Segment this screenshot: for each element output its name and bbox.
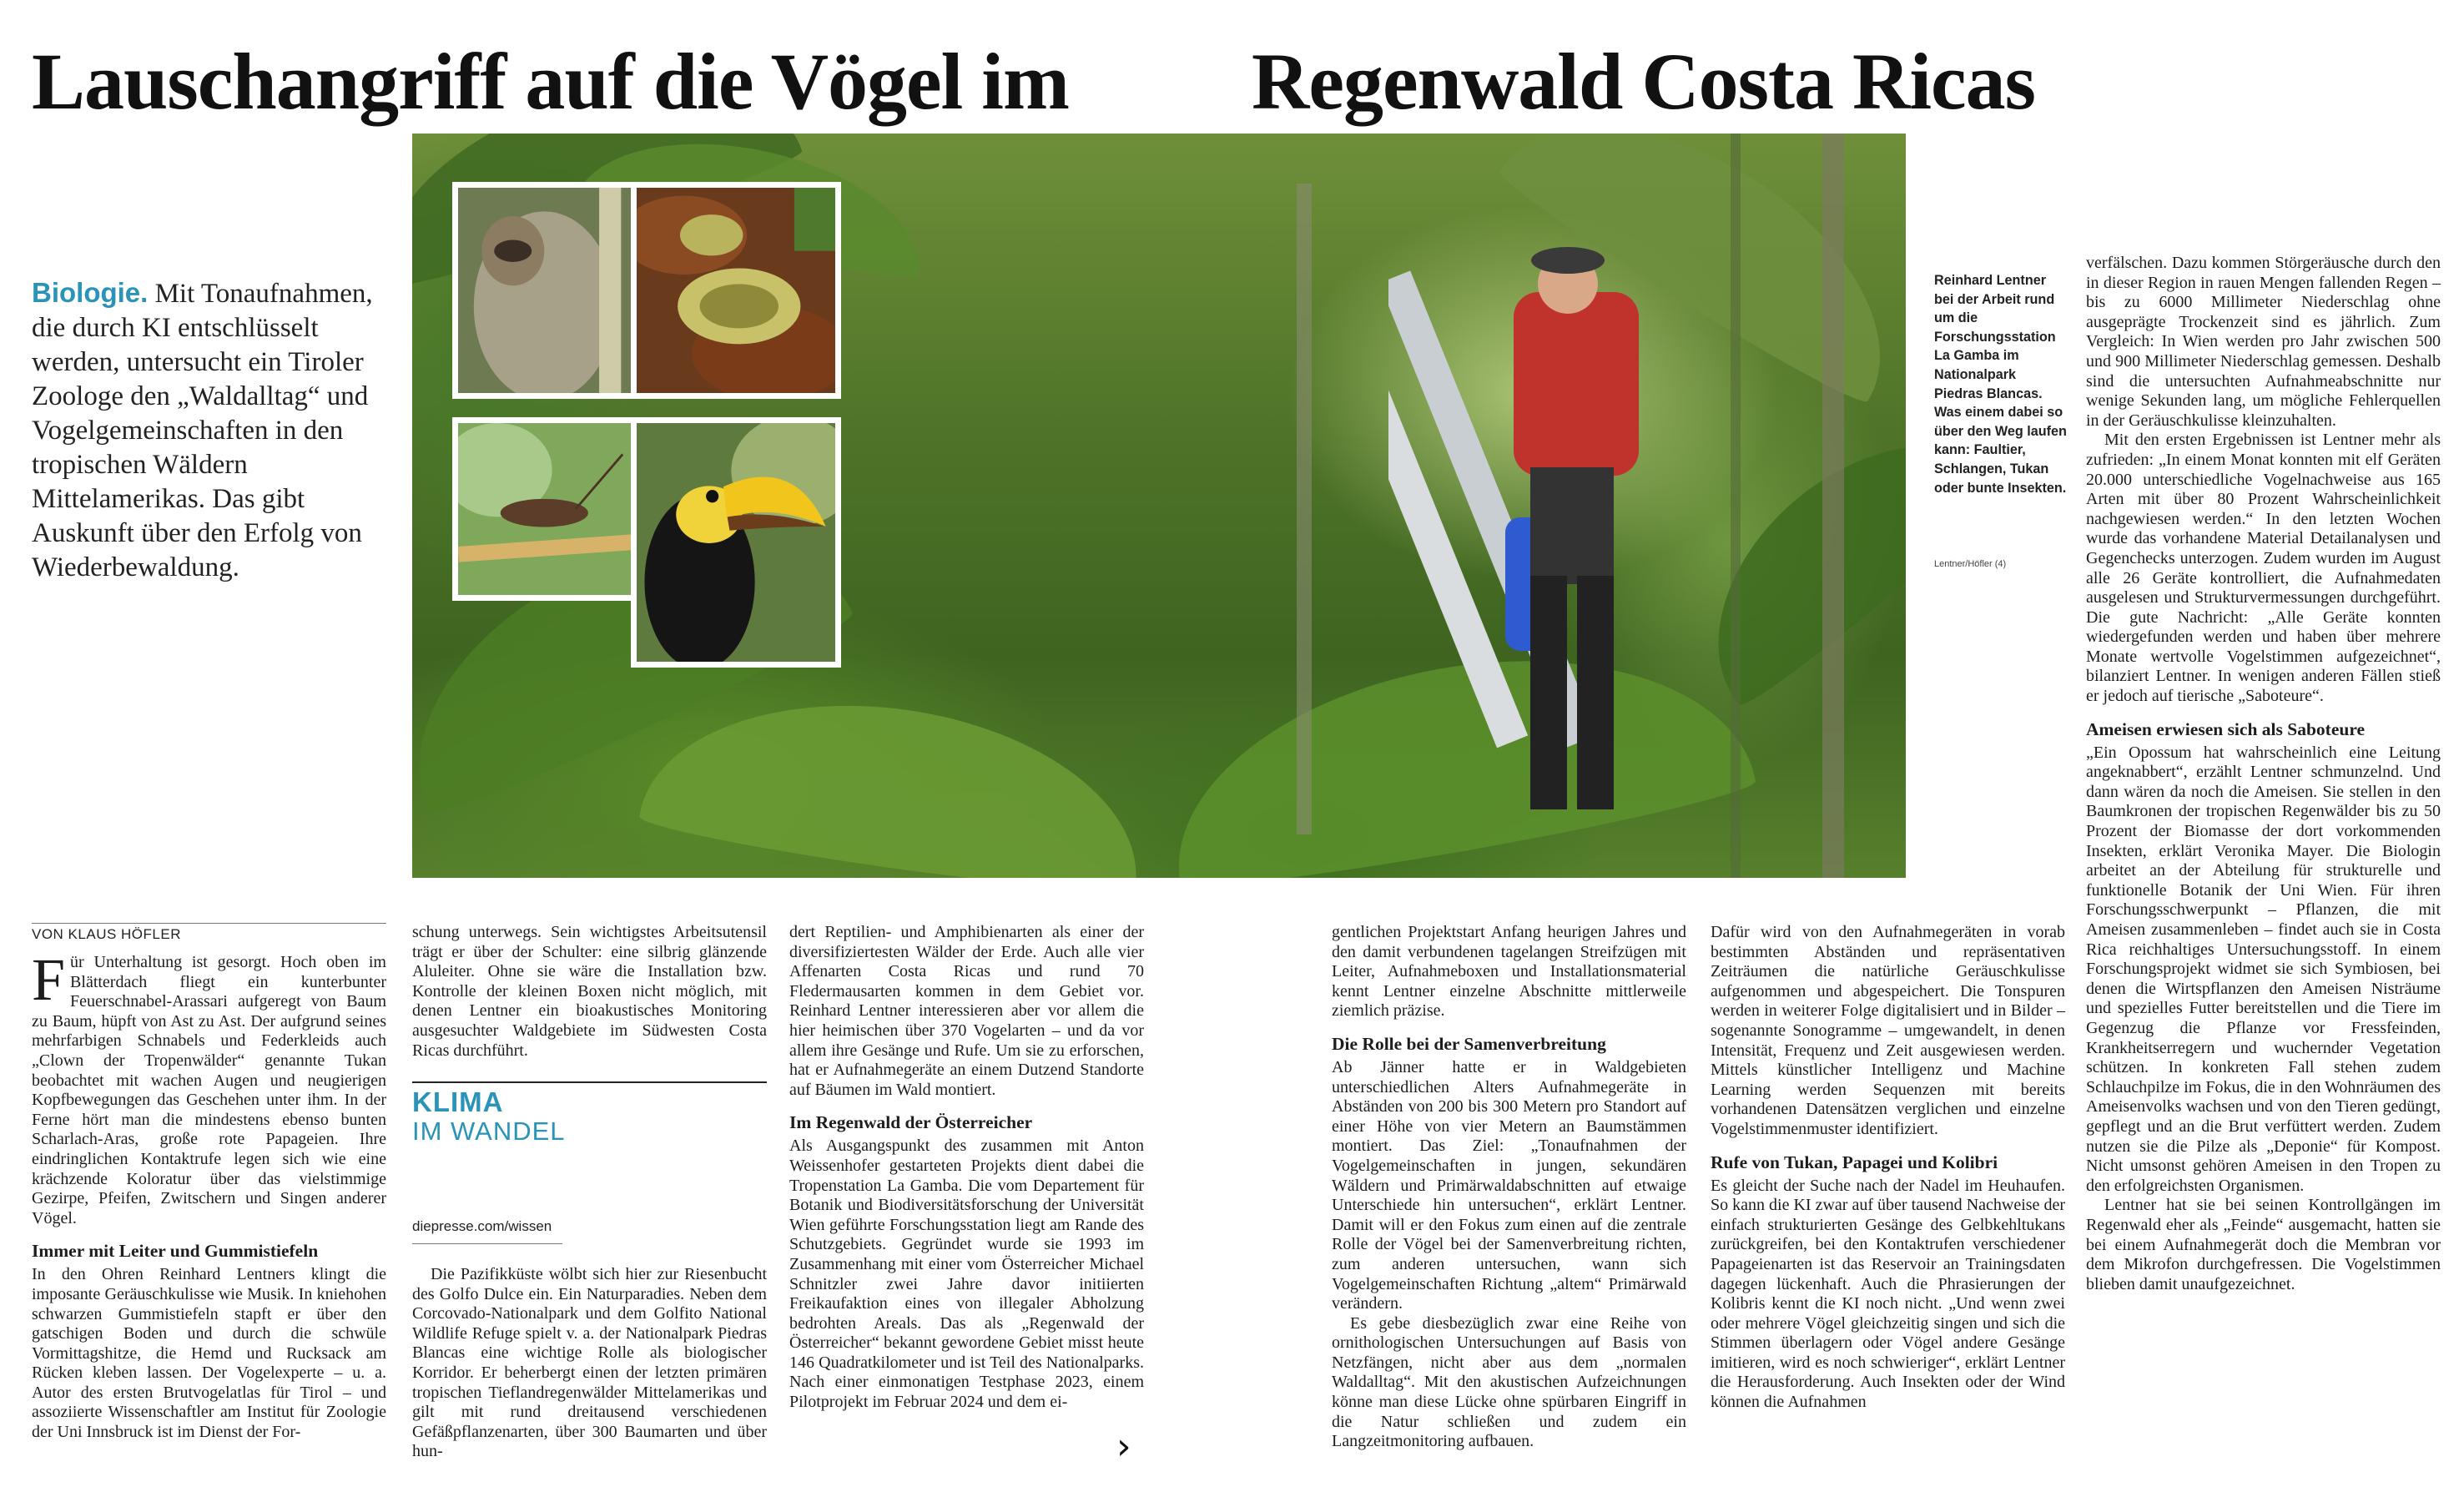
klima-box [412, 1087, 566, 1146]
article-column-1 [32, 946, 386, 1443]
subheading: Die Rolle bei der Samenverbreitung [1332, 1033, 1606, 1054]
paragraph: „Ein Opossum hat wahrscheinlich eine Leitung angeknabbert“, erzählt Lentner schmunzelnd. Und dann wären da noch die Ameisen. Sie stellen in den Baumkronen der tropischen Regenwälder bis zu 50 Prozent der Biomasse der dort vorkommenden Insekten, erklärt Veronika Mayer. Die Biologin arbeitet an der Abteilung für strukturelle und funktionelle Botanik der Uni Wien. Für ihren Forschungsschwerpunkt – Pflanzen, die mit Ameisen zusammenleben – findet auch sie in Costa Rica reichhaltiges Untersuchungsstoff. In einem Forschungsprojekt widmet sie sich Symbiosen, bei denen die Wirtspflanzen den Ameisen Nisträume und spezielles Futter bereitstellen und die Tiere im Gegenzug die Pflanze vor Fressfeinden, Krankheitserregern und wuchernder Vegetation schützen. In konkreten Fall stehen zudem Schlauchpilze im Fokus, die in den Wohnräumen des Ameisenvolks wachsen und von den Tieren gedüngt, gepflegt und an die Brut verfüttert werden. Zudem nutzen sie die Pilze als „Deponie“ für Kompost. Nicht umsonst gehören Ameisen in den Tropen zu den erfolgreichsten Organismen. [2086, 743, 2441, 1195]
paragraph: Dafür wird von den Aufnahmegeräten in vorab bestimmten Abständen und repräsentativen Zeiträumen die natürliche Geräuschkulisse aufgenommen und abgespeichert. Die Tonspuren werden in weiterer Folge digitalisiert und in Bilder – sogenannte Sonogramme – umgewandelt, in denen Intensität, Frequenz und Zeit ausgewiesen werden. Mittels künstlicher Intelligenz und Machine Learning werden Sequenzen mit bereits vorhandenen Datensätzen verglichen und einzelne Vogelstimmenmuster identifiziert. [1711, 923, 2065, 1138]
paragraph [32, 946, 386, 1228]
subheading: Im Regenwald der Österreicher [789, 1112, 1033, 1133]
paragraph: dert Reptilien- und Amphibienarten als einer der diversifiziertesten Wälder der Erde. Auch alle vier Affenarten Costa Ricas und rund 70 Fledermausarten kommen in dem Gebiet vor. Reinhard Lentner interessieren aber vor allem die hier heimischen über 370 Vogelarten – und da vor allem ihre Gesänge und Rufe. Um sie zu erforschen, hat er Aufnahmegeräte an einem Dutzend Standorte auf Bäumen im Wald montiert. [789, 923, 1144, 1099]
article-column-3 [789, 923, 1144, 1413]
sloth-photo [452, 182, 644, 399]
article-column-2b [412, 1265, 767, 1462]
snake-photo [631, 182, 841, 399]
paragraph: Die Pazifikküste wölbt sich hier zur Riesenbucht des Golfo Dulce ein. Ein Naturparadies. Neben dem Corcovado-Nationalpark und dem Golfito National Wildlife Refuge spielt v. a. der Nationalpark Piedras Blancas eine wichtige Rolle als biologischer Korridor. Er beherbergt einen der letzten primären tropischen Tieflandregenwälder Mittelamerikas und gilt mit rund dreitausend verschiedenen Gefäßpflanzenarten, über 300 Baumarten und über hun- [412, 1265, 767, 1461]
paragraph: Ab Jänner hatte er in Waldgebieten unterschiedlichen Alters Aufnahmegeräte in Abständen von 200 bis 300 Metern pro Standort auf einer Höhe von vier Metern an Baumstämmen montiert. Das Ziel: „Tonaufnahmen der Vogelgemeinschaften in jungen, sekundären Wäldern und Primärwaldabschnitten auf etwaige Unterschiede hin untersuchen“, erklärt Lentner. Damit will er den Fokus zum einen auf die zentrale Rolle der Vögel bei der Samenverbreitung richten, zum anderen untersuchen, wann sich Vogelgemeinschaften Richtung „altem“ Primärwald verändern. [1332, 1057, 1686, 1313]
paragraph: verfälschen. Dazu kommen Störgeräusche durch den in dieser Region in rauen Mengen fallenden Regen – bis zu 6000 Millimeter Niederschlag ohne ausgeprägte Trockenzeit sind es jährlich. Zum Vergleich: In Wien werden pro Jahr zwischen 500 und 900 Millimeter Niederschlag gemessen. Deshalb sind die untersuchten Aufnahmeabschnitte nur wenige Sekunden lang, um mögliche Fehlerquellen in der Geräuschkulisse kleinzuhalten. [2086, 254, 2441, 430]
grasshopper-photo [452, 417, 644, 601]
paragraph: Mit den ersten Ergebnissen ist Lentner mehr als zufrieden: „In einem Monat konnten mit elf Geräten 20.000 unterschiedliche Vogelnachweise aus 165 Arten mit über 80 Prozent Wahrscheinlichkeit nachgewiesen werden.“ In den letzten Wochen wurde das vorhandene Material Detailanalysen und Gegenchecks unterzogen. Zudem wurden im August alle 26 Geräte kontrolliert, die Aufnahmedaten ausgelesen und Strukturvermessungen durchgeführt. Die gute Nachricht: „Alle Geräte konnten wiedergefunden werden und haben über mehrere Monate wertvolle Vogelstimmen aufgezeichnet“, bilanziert Lentner. In wenigen anderen Fällen stieß er jedoch auf tierische „Saboteure“. [2086, 431, 2441, 706]
article-column-5 [1711, 923, 2065, 1413]
paragraph: Lentner hat sie bei seinen Kontrollgängen im Regenwald eher als „Feinde“ ausgemacht, hatten sie bei einem Aufnahmegerät doch die Membran vor dem Mikrofon durchgefressen. Die Vogelstimmen blieben damit unaufgezeichnet. [2086, 1196, 2441, 1293]
paragraph: Es gebe diesbezüglich zwar eine Reihe von ornithologischen Untersuchungen auf Basis von Netzfängen, nicht aber aus dem „normalen Waldalltag“. Mit den akustischen Aufzeichnungen könne man diese Lücke ohne spürbaren Eingriff in die Natur schließen und zudem ein Langzeitmonitoring aufbauen. [1332, 1313, 1686, 1451]
subheading: Rufe von Tukan, Papagei und Kolibri [1711, 1152, 1998, 1172]
article-column-4 [1332, 923, 1686, 1452]
headline-left: Lauschangriff auf die Vögel im [32, 37, 1069, 126]
klima-bottom-rule [412, 1243, 562, 1244]
paragraph: Als Ausgangspunkt des zusammen mit Anton Weissenhofer gestarteten Projekts dient dabei die Tropenstation La Gamba. Die vom Departement für Botanik und Biodiversitätsforschung der Universität Wien geführte Forschungsstation liegt am Rande des Schutzgebiets. Gegründet wurde sie 1993 im Zusammenhang mit einer vom Österreicher Michael Schnitzler zwei Jahre davor initiierten Freikaufaktion eines von illegaler Abholzung bedrohten Areals. Das als „Regenwald der Österreicher“ bekannt gewordene Gebiet misst heute 146 Quadratkilometer und ist Teil des Nationalparks. Nach einer einmonatigen Testphase 2023, einem Pilotprojekt im Februar 2024 und dem ei- [789, 1137, 1144, 1412]
rainforest-photo [412, 134, 1906, 878]
headline-right: Regenwald Costa Ricas [1252, 37, 2035, 126]
continue-arrow-icon: › [1116, 1425, 1131, 1468]
klima-link[interactable]: diepresse.com/wissen [412, 1218, 552, 1234]
klima-top-rule [412, 1081, 767, 1083]
photo-caption: Reinhard Lentner bei der Arbeit rund um die Forschungsstation La Gamba im Nationalpark Piedras Blancas. Was einem dabei so über den Weg laufen kann: Faultier, Schlangen, Tukan oder bunte Insekten. [1934, 273, 2067, 496]
researcher-with-ladder [1388, 242, 1664, 859]
klima-title: KLIMA [412, 1086, 504, 1117]
article-column-6 [2086, 254, 2441, 1294]
subheading: Ameisen erwiesen sich als Saboteure [2086, 718, 2366, 739]
subheading: Immer mit Leiter und Gummistiefeln [32, 1241, 319, 1262]
lead-text: Mit Tonaufnahmen, die durch KI entschlüsselt werden, untersucht ein Tiroler Zoologe den „Waldalltag“ und Vogelgemeinschaften in den tropischen Wäldern Mittelamerikas. Das gibt Auskunft über den Erfolg von Wiederbewaldung. [32, 279, 373, 582]
photo-credit: Lentner/Höfler (4) [1934, 559, 2007, 569]
paragraph: In den Ohren Reinhard Lentners klingt die imposante Geräuschkulisse wie Musik. In kniehohen schwarzen Gummistiefeln stapft er über den gatschigen Boden und durch die schwüle Vormittagshitze, die Hemd und Rucksack am Rücken kleben lassen. Der Vogelexperte – u. a. Autor des ersten Brutvogelatlas für Tirol – und assoziierte Wissenschaftler am Institut für Zoologie der Uni Innsbruck ist im Dienst der For- [32, 1265, 386, 1442]
paragraph: gentlichen Projektstart Anfang heurigen Jahres und den damit verbundenen tagelangen Streifzügen mit Leiter, Aufnahmeboxen und Installationsmaterial kennt Lentner einzelne Abschnitte mittlerweile ziemlich präzise. [1332, 923, 1686, 1021]
paragraph-text: ür Unterhaltung ist gesorgt. Hoch oben im Blätterdach fliegt ein kunterbunter Feuerschnabel-Arassari aufgeregt von Baum zu Baum, hüpft von Ast zu Ast. Der aufgrund seines mehrfarbigen Schnabels und Federkleids auch „Clown der Tropenwälder“ genannte Tukan beobachtet mit wachen Augen und neugierigen Kopfbewegungen das Geschehen unter ihm. In der Ferne hört man die mindestens ebenso bunten Scharlach-Aras, große rote Papageien. Ihre eindringlichen Kontaktrufe legen sich wie eine krächzende Koloratur über das vielstimmige Gezirpe, Pfeifen, Zwitschern und Singen anderer Vögel. [32, 953, 386, 1227]
toucan-photo [631, 417, 841, 668]
klima-subtitle: IM WANDEL [412, 1116, 566, 1146]
paragraph: Es gleicht der Suche nach der Nadel im Heuhaufen. So kann die KI zwar auf über tausend Nachweise der einfach strukturierten Gesänge des Gelbkehltukans zurückgreifen, bei den Kontaktrufen verschiedener Papageienarten ist das Reservoir an Trainingsdaten dagegen lückenhaft. Auch die Phrasierungen der Kolibris kennt die KI noch nicht. „Und wenn zwei oder mehrere Vögel gleichzeitig singen und sich die Stimmen überlagern oder Vögel andere Gesänge imitieren, wird es noch schwieriger“, erklärt Lentner die Herausforderung. Auch Insekten oder der Wind können die Aufnahmen [1711, 1176, 2065, 1412]
lead-kicker: Biologie. [32, 277, 149, 308]
drop-cap: F [32, 946, 66, 1013]
byline: VON KLAUS HÖFLER [32, 926, 181, 942]
article-column-2 [412, 923, 767, 1061]
paragraph: schung unterwegs. Sein wichtigstes Arbeitsutensil trägt er über der Schulter: eine silbrig glänzende Aluleiter. Ohne sie wäre die Installation bzw. Kontrolle der kleinen Boxen nicht möglich, mit denen Lentner ein bioakustisches Monitoring ausgesuchter Waldgebiete im Südwesten Costa Ricas durchführt. [412, 923, 767, 1060]
lead-paragraph [32, 275, 391, 585]
byline-rule [32, 923, 386, 924]
